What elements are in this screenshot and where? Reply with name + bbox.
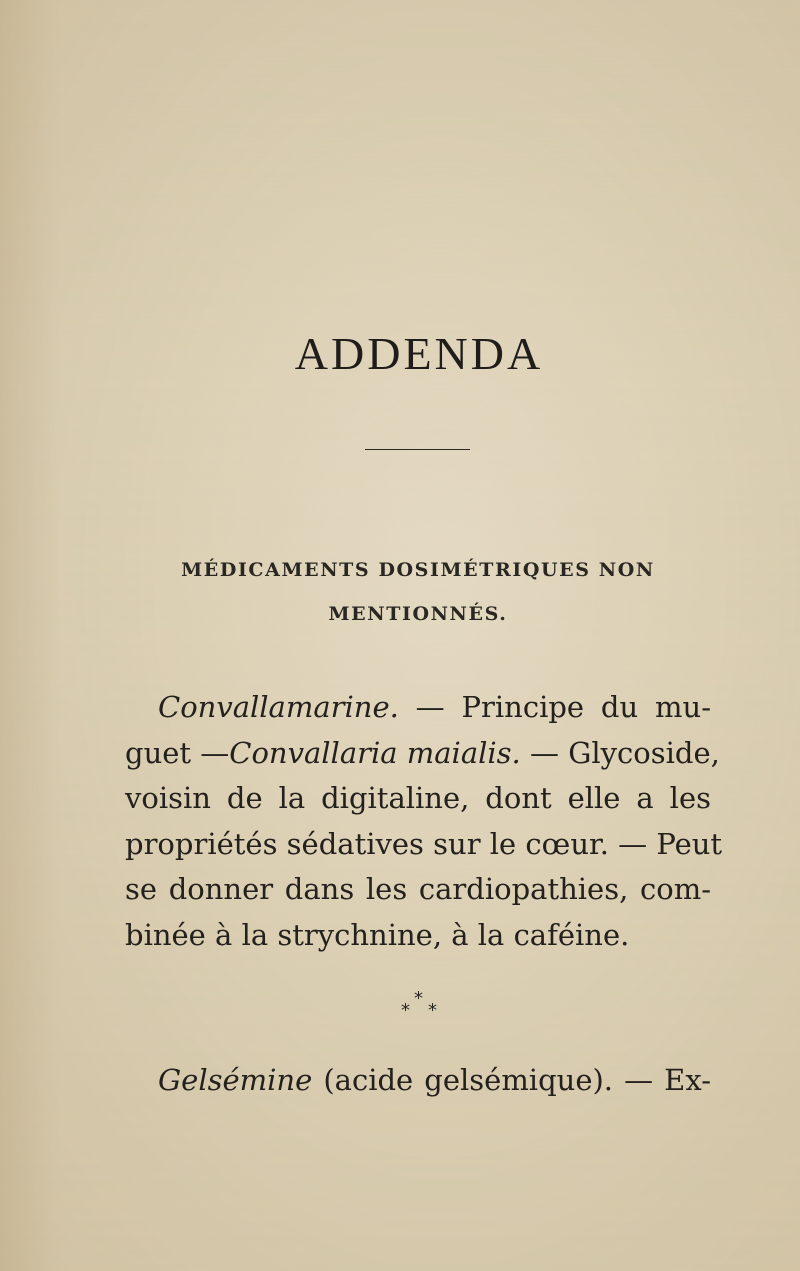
entry-line <box>125 731 720 777</box>
section-heading-line-2: MENTIONNÉS. <box>328 603 508 625</box>
asterism-star-left: * <box>401 1000 410 1021</box>
entry-line <box>125 685 711 731</box>
entry-convallamarine <box>125 685 723 958</box>
entry-line: binée à la strychnine, à la caféine. <box>125 917 630 952</box>
entry-term: Convallamarine. <box>158 690 399 724</box>
entry-text: — Glycoside, <box>520 735 720 770</box>
page-title: ADDENDA <box>294 328 544 379</box>
entry-term: Gelsémine <box>158 1063 313 1097</box>
entry-line <box>125 1058 711 1104</box>
entry-line: propriétés sédatives sur le cœur. — Peut <box>125 826 723 861</box>
entry-text: — Principe du mu- <box>398 690 711 724</box>
entry-latin-name: Convallaria maialis. <box>229 735 521 770</box>
section-heading <box>100 548 736 636</box>
entry-gelsemine <box>125 1058 711 1104</box>
section-heading-line-1: MÉDICAMENTS DOSIMÉTRIQUES NON <box>181 559 655 581</box>
entry-line: voisin de la digitaline, dont elle a les <box>125 781 711 815</box>
entry-line: se donner dans les cardiopathies, com- <box>125 872 711 906</box>
asterism-star-top: * <box>414 988 423 1009</box>
asterism-star-right: * <box>428 1000 437 1021</box>
asterism-separator <box>398 990 448 1030</box>
entry-text: (acide gelsémique). — Ex- <box>312 1063 711 1097</box>
entry-text: guet — <box>125 735 230 770</box>
title-rule <box>365 449 470 450</box>
